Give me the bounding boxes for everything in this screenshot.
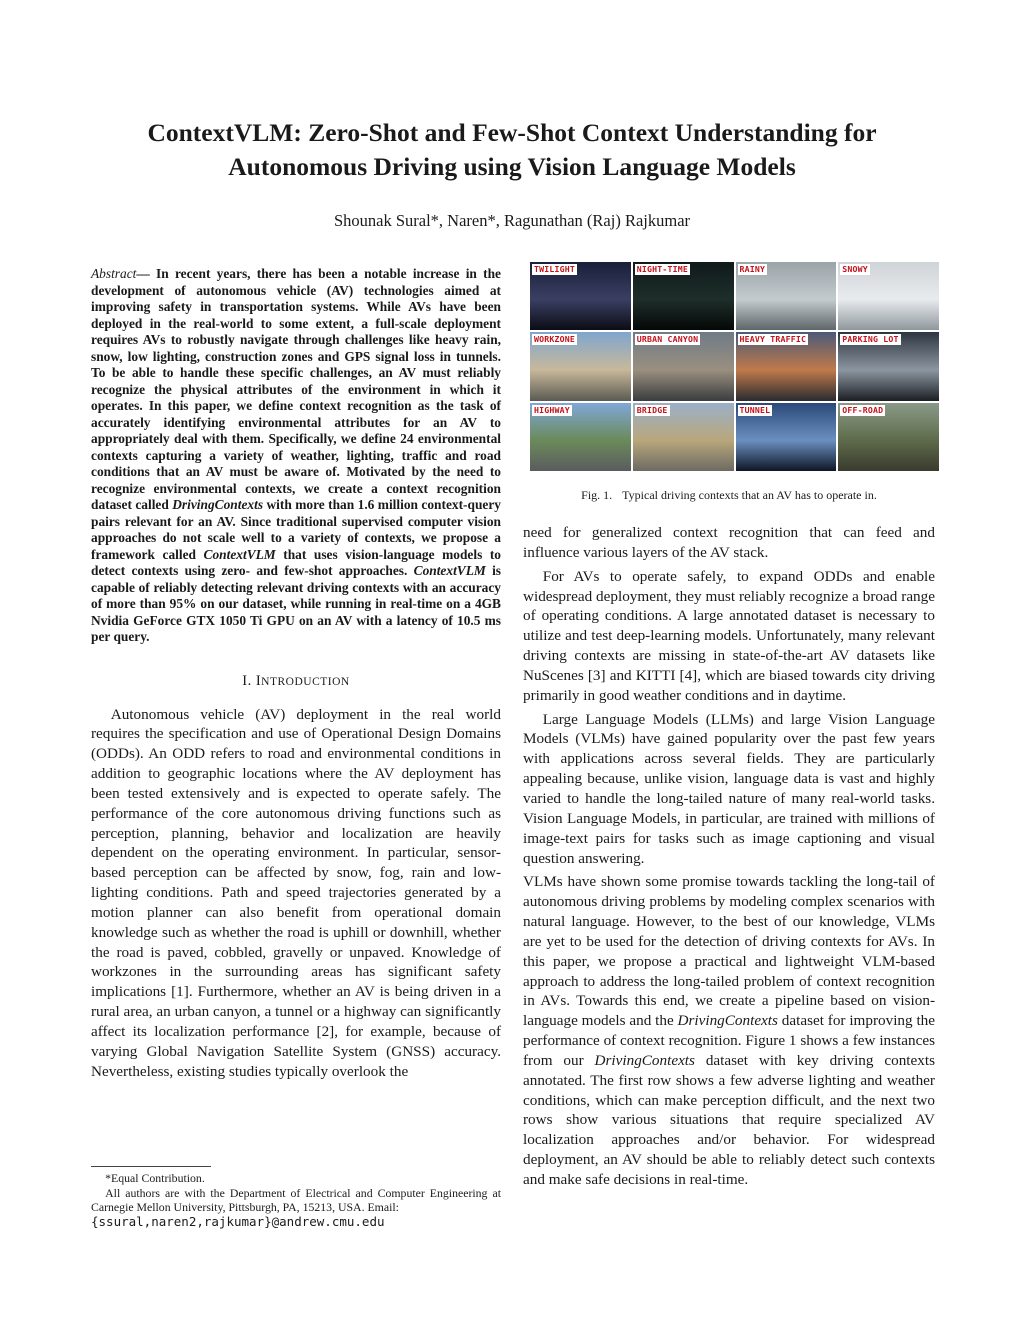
figure-tile [838, 262, 939, 330]
intro-paragraph: Autonomous vehicle (AV) deployment in the real world requires the specification and use of Operational Design Domains (ODDs). An ODD refers to road and environmental conditions in addition to geographic locations where the AV deployment has been tested extensively and is expected to operate safely. The performance of the core autonomous driving functions such as perception, planning, behavior and localization are heavily dependent on the operating environment. In particular, sensor-based perception can be affected by snow, fog, rain and low-lighting conditions. Path and speed trajectories generated by a motion planner can also benefit from operational domain knowledge such as whether the road is uphill or downhill, whether the road is paved, cobbled, gravelly or unpaved. Knowledge of workzones in the surrounding areas has significant safety implications [1]. Furthermore, whether an AV is being driven in a rural area, an urban canyon, a tunnel or a highway can significantly affect its localization performance [2], for example, because of varying Global Navigation Satellite System (GNSS) accuracy. Nevertheless, existing studies typically overlook the [91, 705, 501, 1080]
body-paragraph: Large Language Models (LLMs) and large Vision Language Models (VLMs) have gained popularity over the past few years with applications across several fields. They are particularly appealing because, unlike vision, language data is vast and highly varied to handle the long-tailed nature of many real-world tasks. Vision Language Models, in particular, are trained with millions of image-text pairs for tasks such as image captioning and visual question answering. [523, 710, 935, 867]
section-heading [91, 673, 501, 690]
section-title: NTRODUCTION [261, 675, 350, 688]
figure-tile-label: NIGHT-TIME [636, 264, 689, 274]
body-text: VLMs have shown some promise towards tackling the long-tail of autonomous driving problems by modeling complex scenarios with natural language. However, to the best of our knowledge, VLMs are yet to be used for the detection of driving contexts for AVs. In this paper, we propose a practical and lightweight VLM-based approach to address the long-tailed problem of context recognition in AVs. Towards this end, we create a pipeline based on vision-language models and the [523, 873, 935, 1030]
dataset-name: DrivingContexts [677, 1012, 778, 1030]
framework-name: ContextVLM [203, 546, 276, 562]
figure-tile-label: SNOWY [842, 264, 868, 274]
figure-tile-label: TWILIGHT [534, 264, 576, 274]
body-text: dataset with key driving contexts annotated. The first row shows a few adverse lighting and weather conditions, which can make perception difficult, and the next two rows show various situations that require specialized AV localization approaches and/or behavior. For widespread deployment, an AV should be able to reliably detect such contexts and make safe decisions in real-time. [523, 1051, 935, 1188]
figure-tile-label: URBAN CANYON [636, 334, 699, 345]
framework-name: ContextVLM [413, 563, 486, 578]
figure-tile [530, 403, 631, 471]
figure-1-image-grid [530, 262, 939, 471]
footnote-affiliation: All authors are with the Department of Electrical and Computer Engineering at Carnegie Mellon University, Pittsburgh, PA, 15213, USA. Email: [91, 1185, 501, 1214]
figure-tile [530, 262, 631, 330]
figure-tile-label: PARKING LOT [842, 334, 899, 345]
figure-tile-label: BRIDGE [636, 404, 668, 415]
footnote-rule [91, 1166, 211, 1167]
abstract-label: Abstract [91, 266, 137, 281]
title-line-2: Autonomous Driving using Vision Language Models [228, 152, 796, 181]
figure-tile-label: WORKZONE [534, 334, 576, 345]
figure-tile [633, 403, 734, 471]
body-paragraph [523, 872, 935, 1190]
body-paragraph: need for generalized context recognition that can feed and influence various layers of the AV stack. [523, 524, 935, 561]
right-column [523, 262, 935, 1194]
abstract [91, 266, 501, 646]
left-column [91, 266, 501, 1082]
figure-tile-label: HIGHWAY [534, 404, 570, 415]
figure-tile-label: RAINY [739, 264, 766, 274]
figure-tile-label: TUNNEL [739, 404, 771, 415]
title-line-1: ContextVLM: Zero-Shot and Few-Shot Context Understanding for [147, 118, 877, 147]
section-numeral: I. I [242, 672, 262, 689]
dataset-name: DrivingContexts [172, 497, 264, 512]
figure-number: Fig. 1. [581, 488, 613, 502]
author-list: Shounak Sural*, Naren*, Ragunathan (Raj) Rajkumar [333, 211, 691, 230]
figure-tile [736, 332, 837, 400]
figure-tile [736, 262, 837, 330]
abstract-text: that uses vision-language models to detect contexts using zero- and few-shot approaches. [91, 546, 501, 578]
figure-tile [633, 262, 734, 330]
figure-tile [838, 332, 939, 400]
footnote [91, 1166, 501, 1229]
figure-tile-label: OFF-ROAD [842, 404, 884, 415]
figure-tile [736, 403, 837, 471]
figure-tile [838, 403, 939, 471]
paper-title [80, 116, 944, 184]
body-text: dataset for improving the performance of context recognition. Figure 1 shows a few instances from our [523, 1012, 935, 1069]
abstract-text: is capable of reliably detecting relevant driving contexts with an accuracy of more than 95% on our dataset, while running in real-time on a 4GB Nvidia GeForce GTX 1050 Ti GPU on an AV with a latency of 10.5 ms per query. [91, 563, 502, 644]
figure-caption [523, 488, 935, 503]
abstract-text: with more than 1.6 million context-query pairs relevant for an AV. Since traditional supervised computer vision approaches do not scale well to a variety of contexts, we propose a framework called [91, 497, 501, 562]
footnote-equal: *Equal Contribution. [105, 1171, 205, 1185]
abstract-text: — In recent years, there has been a notable increase in the development of autonomous vehicle (AV) technologies aimed at improving safety in transportation systems. While AVs have been deployed in the real-world to some extent, a full-scale deployment requires AVs to robustly navigate through challenges like heavy rain, snow, low lighting, construction zones and GPS signal loss in tunnels. To be able to handle these specific challenges, an AV must reliably recognize the physical attributes of the environment in which it operates. In this paper, we define context recognition as the task of accurately identifying environmental attributes for an AV to appropriately deal with them. Specifically, we define 24 environmental contexts capturing a variety of weather, lighting, traffic and road conditions that an AV must be aware of. Motivated by the need to recognize environmental contexts, we create a context recognition dataset called [91, 266, 501, 512]
figure-tile [530, 332, 631, 400]
figure-tile-label: HEAVY TRAFFIC [739, 334, 807, 345]
body-paragraph: For AVs to operate safely, to expand ODDs and enable widespread deployment, they must reliably recognize a broad range of operating conditions. A large annotated dataset is necessary to utilize and test deep-learning models. Unfortunately, many relevant driving contexts are missing in state-of-the-art AV datasets like NuScenes [3] and KITTI [4], which are biased towards city driving primarily in good weather conditions and in daytime. [523, 567, 935, 704]
dataset-name: DrivingContexts [594, 1051, 695, 1069]
figure-tile [633, 332, 734, 400]
figure-caption-text: Typical driving contexts that an AV has to operate in. [622, 488, 877, 502]
footnote-email: {ssural,naren2,rajkumar}@andrew.cmu.edu [91, 1213, 385, 1229]
